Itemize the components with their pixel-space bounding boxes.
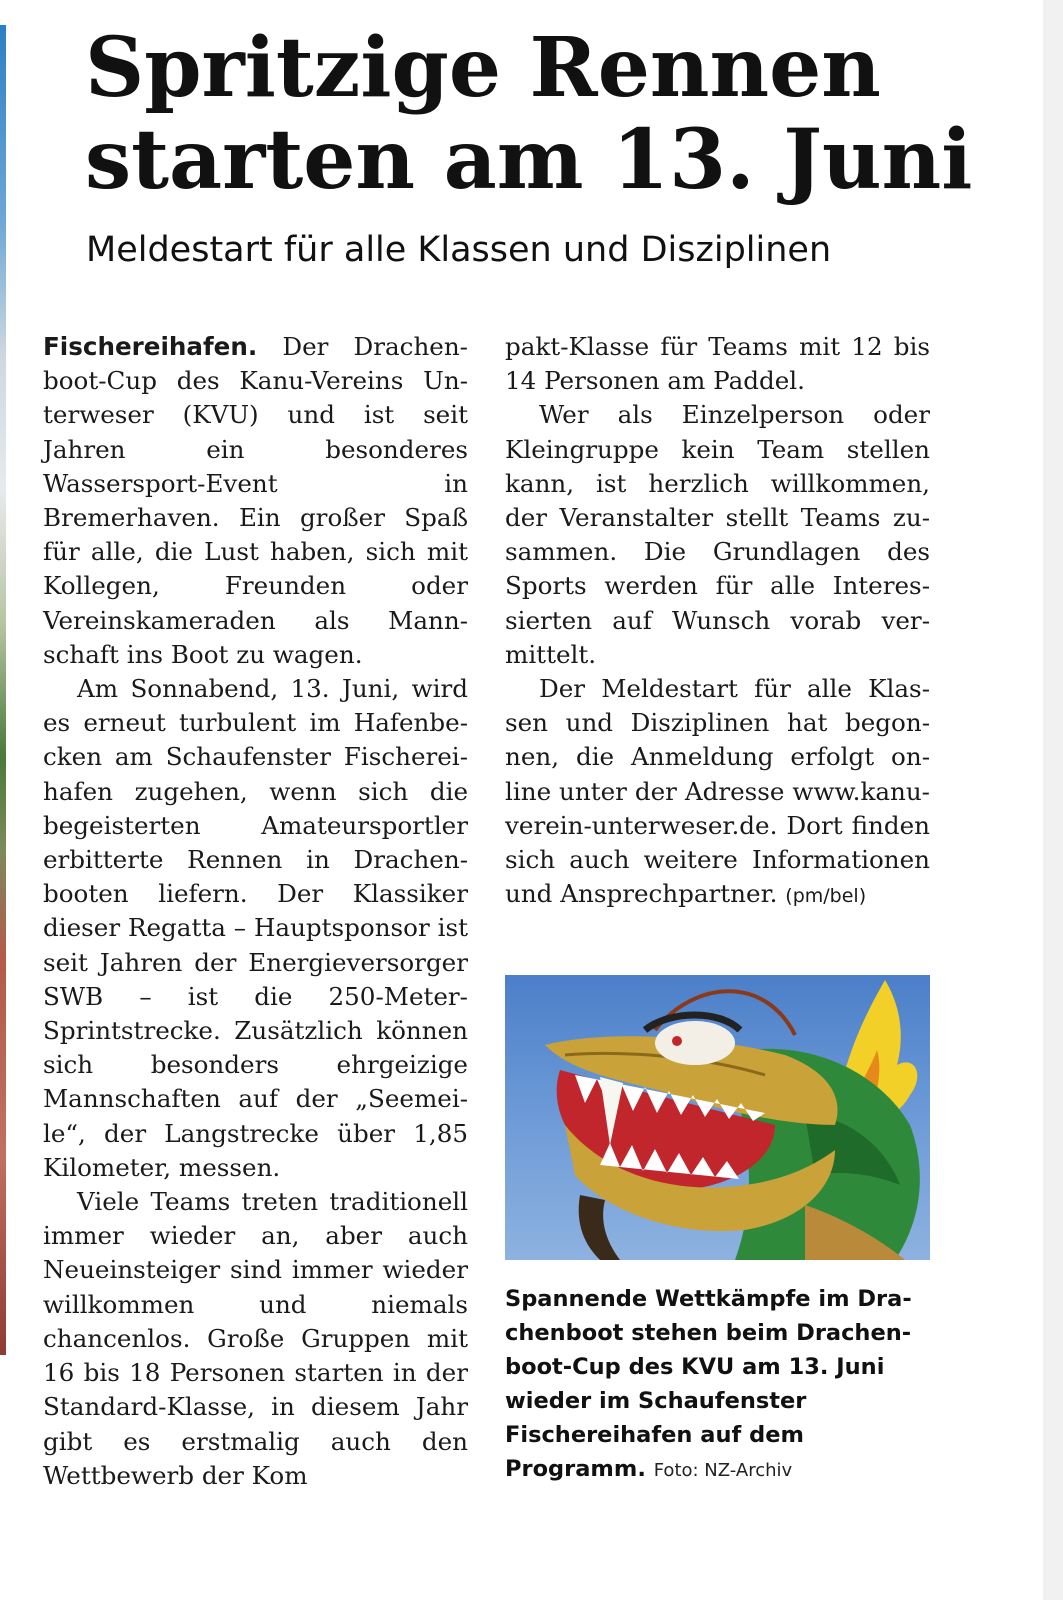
- article-column-1: [43, 330, 468, 1493]
- dragon-boat-photo: [505, 975, 930, 1260]
- caption-text: Spannende Wettkämpfe im Drachenboot stehen beim Drachenboot-Cup des KVU am 13. Juni wieder im Schaufenster Fischereihafen auf dem Programm.: [505, 1286, 912, 1482]
- page-gutter: [1043, 0, 1063, 1600]
- paragraph: [43, 330, 468, 672]
- headline: [85, 22, 985, 206]
- headline-line-1: Spritzige Rennen: [85, 20, 881, 116]
- paragraph: pakt-Klasse für Teams mit 12 bis 14 Personen am Paddel.: [505, 332, 930, 396]
- headline-line-2: starten am 13. Juni: [85, 112, 973, 208]
- adjacent-page-edge: [0, 25, 6, 1355]
- article-column-2: [505, 330, 930, 913]
- photo-caption: [505, 1282, 945, 1488]
- paragraph: Viele Teams treten traditionell immer wieder an, aber auch Neueinsteiger sind immer wieder willkommen und niemals chancenlos. Große Gruppen mit 16 bis 18 Personen starten in der Standard-Klasse, in diesem Jahr gibt es erstmalig auch den Wettbewerb der Kom: [43, 1187, 468, 1490]
- paragraph-text: Der Meldestart für alle Klassen und Disziplinen hat begonnen, die Anmeldung erfolgt online unter der Adresse www.kanu-verein-unterweser.de. Dort finden sich auch weitere Informationen und Ansprechpartner.: [505, 674, 930, 909]
- paragraph-text: Der Drachenboot-Cup des Kanu-Vereins Unterweser (KVU) und ist seit Jahren ein besonderes Wassersport-Event in Bremerhaven. Ein großer Spaß für alle, die Lust haben, sich mit Kollegen, Freunden oder Vereinskameraden als Mannschaft ins Boot zu wagen.: [43, 332, 468, 669]
- subheadline: Meldestart für alle Klassen und Disziplinen: [86, 230, 832, 270]
- photo-credit: Foto: NZ-Archiv: [653, 1460, 793, 1481]
- dateline: Fischereihafen.: [43, 332, 258, 361]
- author-credit: (pm/bel): [785, 885, 867, 908]
- paragraph: Am Sonnabend, 13. Juni, wird es erneut turbulent im Hafenbecken am Schaufenster Fischereihafen zugehen, wenn sich die begeisterten Amateursportler erbitterte Rennen in Drachenbooten liefern. Der Klassiker dieser Regatta – Hauptsponsor ist seit Jahren der Energieversorger SWB – ist die 250-Meter-Sprintstrecke. Zusätzlich können sich besonders ehrgeizige Mannschaften auf der „Seemeile“, der Langstrecke über 1,85 Kilometer, messen.: [43, 674, 468, 1182]
- dragon-head-illustration: [505, 975, 930, 1260]
- paragraph: Wer als Einzelperson oder Kleingruppe kein Team stellen kann, ist herzlich willkommen, der Veranstalter stellt Teams zusammen. Die Grundlagen des Sports werden für alle Interessierten auf Wunsch vorab vermittelt.: [505, 400, 930, 669]
- paragraph: [505, 672, 930, 913]
